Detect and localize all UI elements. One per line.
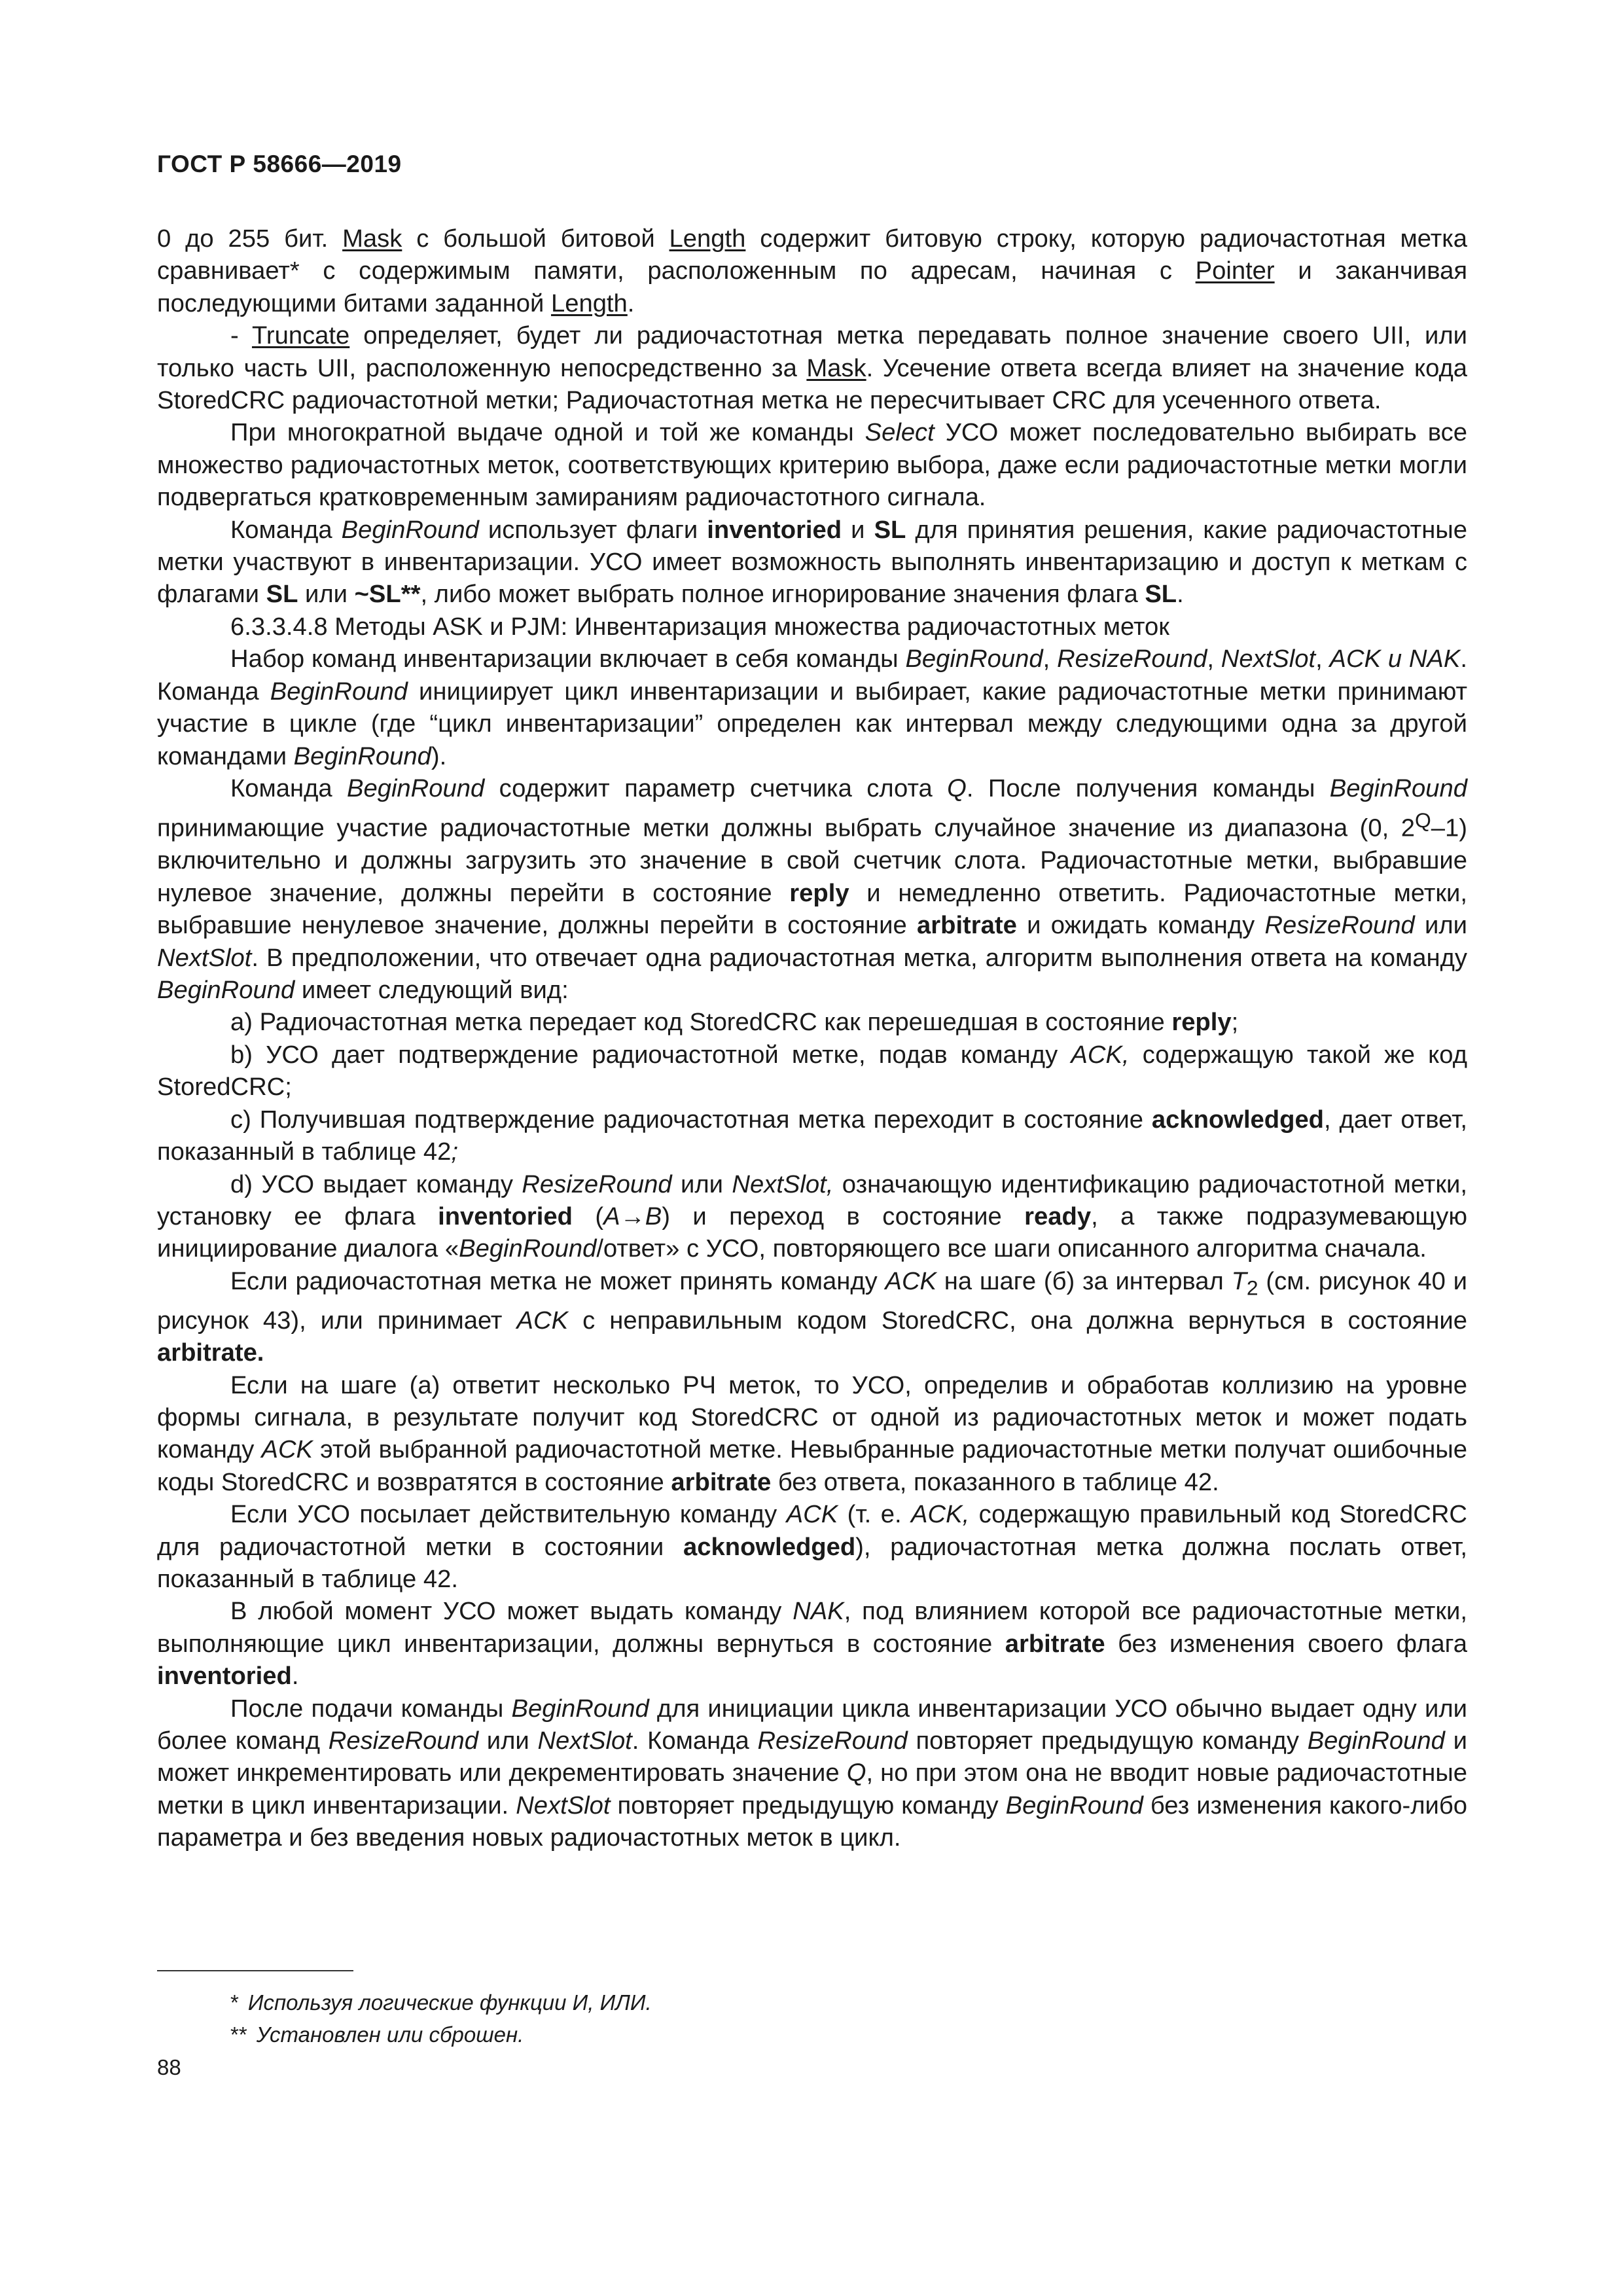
paragraph: Если на шаге (а) ответит несколько РЧ меток, то УСО, определив и обработав коллизию на уровне формы сигнала, в результате получит код StoredCRC от одной из радиочастотных меток и может подать команду ACK этой выбранной радиочастотной метке. Невыбранные радиочастотные метки получат ошибочные коды StoredCRC и возвратятся в состояние arbitrate без ответа, показанного в таблице 42. <box>157 1371 1467 1496</box>
footnote-text: Установлен или сброшен. <box>256 2022 524 2047</box>
footnotes <box>230 1986 652 2051</box>
paragraph: d) УСО выдает команду ResizeRound или NextSlot, означающую идентификацию радиочастотной метки, установку ее флага inventoried (A→B) и переход в состояние ready, а также подразумевающую инициирование диалога «BeginRound/ответ» с УСО, повторяющего все шаги описанного алгоритма сначала. <box>157 1170 1467 1263</box>
document-body <box>157 223 1467 1854</box>
paragraph: Если радиочастотная метка не может принять команду ACK на шаге (б) за интервал $T_2$ (см. рисунок 40 и рисунок 43), или принимает ACK с неправильным кодом StoredCRC, она должна вернуться в состояние arbitrate. <box>157 1266 1467 1367</box>
footnote-mark: * <box>230 1990 239 2015</box>
paragraph: Набор команд инвентаризации включает в себя команды BeginRound, ResizeRound, NextSlot, ACK и NAK. Команда BeginRound инициирует цикл инвентаризации и выбирает, какие радиочастотные метки принимают участие в цикле (где “цикл инвентаризации” определен как интервал между следующими одна за другой командами BeginRound). <box>157 645 1467 770</box>
paragraph: После подачи команды BeginRound для инициации цикла инвентаризации УСО обычно выдает одну или более команд ResizeRound или NextSlot. Команда ResizeRound повторяет предыдущую команду BeginRound и может инкрементировать или декрементировать значение Q, но при этом она не вводит новые радиочастотные метки в цикл инвентаризации. NextSlot повторяет предыдущую команду BeginRound без изменения какого-либо параметра и без введения новых радиочастотных меток в цикл. <box>157 1694 1467 1852</box>
footnote <box>230 2018 652 2051</box>
paragraph: В любой момент УСО может выдать команду NAK, под влиянием которой все радиочастотные метки, выполняющие цикл инвентаризации, должны вернуться в состояние arbitrate без изменения своего флага inventoried. <box>157 1597 1468 1691</box>
page-number: 88 <box>157 2055 181 2079</box>
footnote-text: Используя логические функции И, ИЛИ. <box>247 1990 652 2015</box>
paragraph: а) Радиочастотная метка передает код StoredCRC как перешедшая в состояние reply; <box>230 1008 1239 1037</box>
paragraph: b) УСО дает подтверждение радиочастотной метке, подав команду ACK, содержащую такой же код StoredCRC; <box>157 1040 1467 1102</box>
footnote-mark: ** <box>230 2022 247 2047</box>
paragraph: 6.3.3.4.8 Методы ASK и PJM: Инвентаризация множества радиочастотных меток <box>230 612 1169 641</box>
footnote <box>230 1986 652 2018</box>
paragraph: с) Получившая подтверждение радиочастотная метка переходит в состояние acknowledged, дает ответ, показанный в таблице 42; <box>157 1105 1467 1166</box>
paragraph: Если УСО посылает действительную команду ACK (т. е. ACK, содержащую правильный код StoredCRC для радиочастотной метки в состоянии acknowledged), радиочастотная метка должна послать ответ, показанный в таблице 42. <box>157 1500 1467 1594</box>
paragraph: 0 до 255 бит. Mask с большой битовой Length содержит битовую строку, которую радиочастотная метка сравнивает* с содержимым памяти, расположенным по адресам, начиная с Pointer и заканчивая последующими битами заданной Length. <box>157 224 1468 317</box>
standard-header: ГОСТ Р 58666—2019 <box>157 151 402 177</box>
footnote-divider <box>157 1970 353 1971</box>
paragraph: Команда BeginRound содержит параметр счетчика слота Q. После получения команды BeginRound принимающие участие радиочастотные метки должны выбрать случайное значение из диапазона (0, $2^Q-1$) включительно и должны загрузить это значение в свой счетчик слота. Радиочастотные метки, выбравшие нулевое значение, должны перейти в состояние reply и немедленно ответить. Радиочастотные метки, выбравшие ненулевое значение, должны перейти в состояние arbitrate и ожидать команду ResizeRound или NextSlot. В предположении, что отвечает одна радиочастотная метка, алгоритм выполнения ответа на команду BeginRound имеет следующий вид: <box>157 774 1467 1005</box>
paragraph: - Truncate определяет, будет ли радиочастотная метка передавать полное значение своего UII, или только часть UII, расположенную непосредственно за Mask. Усечение ответа всегда влияет на значение кода StoredCRC радиочастотной метки; Радиочастотная метка не пересчитывает CRC для усеченного ответа. <box>157 321 1468 415</box>
paragraph: При многократной выдаче одной и той же команды Select УСО может последовательно выбирать все множество радиочастотных меток, соответствующих критерию выбора, даже если радиочастотные метки могли подвергаться кратковременным замираниям радиочастотного сигнала. <box>157 418 1467 512</box>
paragraph: Команда BeginRound использует флаги inventoried и SL для принятия решения, какие радиочастотные метки участвуют в инвентаризации. УСО имеет возможность выполнять инвентаризацию и доступ к меткам с флагами SL или ~SL**, либо может выбрать полное игнорирование значения флага SL. <box>157 515 1467 609</box>
